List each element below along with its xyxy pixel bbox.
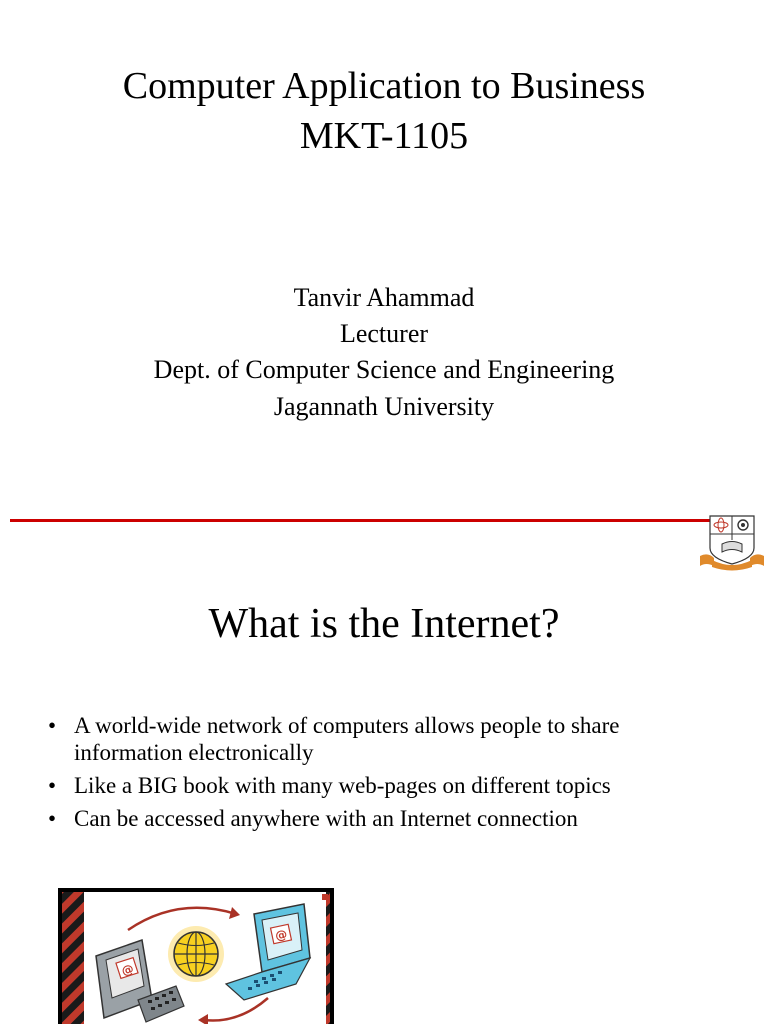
svg-text:@: @ <box>119 961 136 979</box>
slide-divider <box>10 519 716 522</box>
bullet-list <box>48 712 738 838</box>
bullet-text: Like a BIG book with many web-pages on different topics <box>74 773 611 798</box>
bullet-dot: • <box>48 806 57 831</box>
presenter-university: Jagannath University <box>273 392 495 421</box>
bullet-item <box>48 772 738 799</box>
slide-title-line1: Computer Application to Business <box>122 65 646 107</box>
presenter-name: Tanvir Ahammad <box>293 283 475 312</box>
university-logo <box>698 512 766 572</box>
presenter-department: Dept. of Computer Science and Engineering <box>153 355 615 384</box>
globe-icon <box>168 926 224 982</box>
course-code: MKT-1105 <box>299 115 469 157</box>
bullet-dot: • <box>48 713 57 738</box>
bullet-item <box>48 805 738 832</box>
bullet-text-continued: information electronically <box>74 740 314 765</box>
internet-clipart <box>58 888 334 1024</box>
bullet-dot: • <box>48 773 57 798</box>
svg-text:@: @ <box>273 926 289 944</box>
presenter-role: Lecturer <box>339 319 429 348</box>
bullet-text: Can be accessed anywhere with an Internet connection <box>74 806 578 831</box>
bullet-text: A world-wide network of computers allows people to share <box>74 713 620 738</box>
bullet-item <box>48 712 738 766</box>
slide-title: What is the Internet? <box>208 601 560 647</box>
